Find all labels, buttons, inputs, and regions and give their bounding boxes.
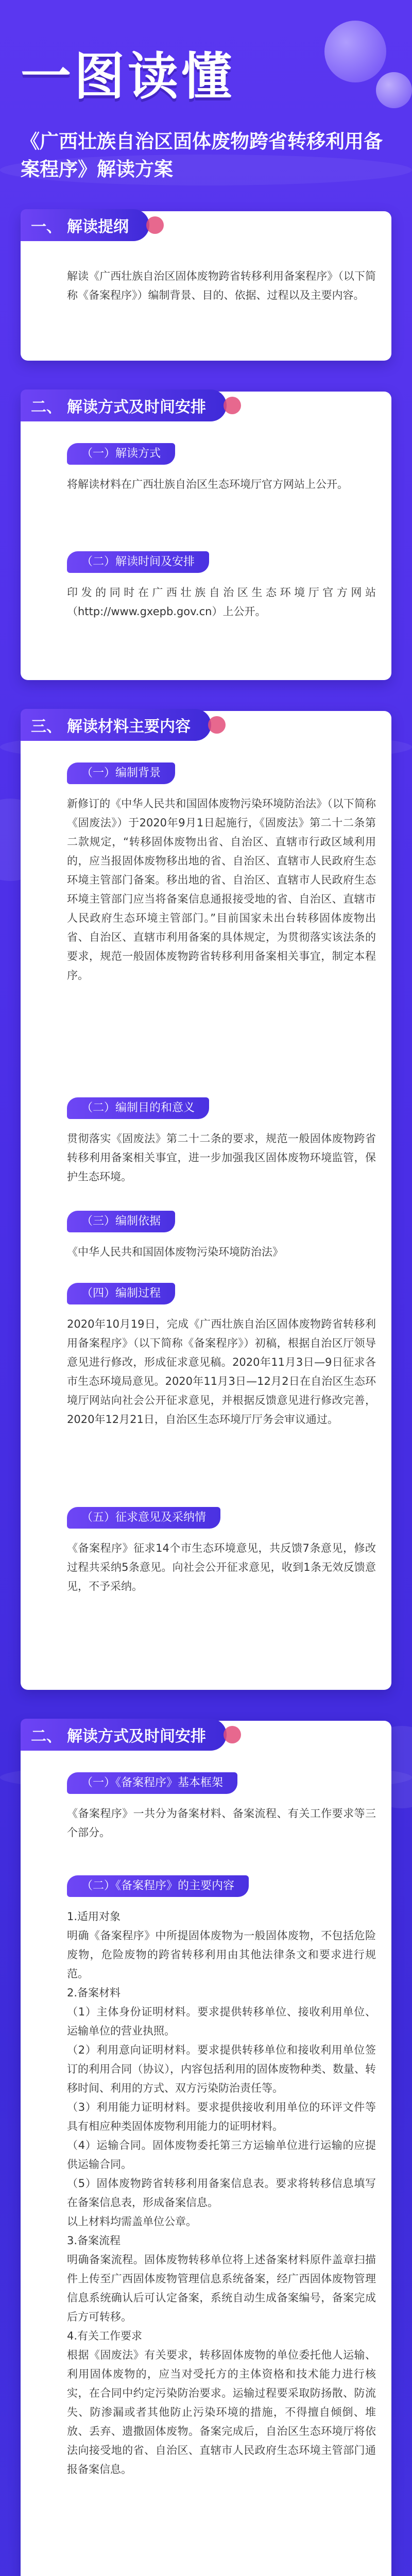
subsection bbox=[67, 443, 376, 494]
subsection bbox=[67, 1211, 376, 1262]
section-number: 一、 bbox=[31, 218, 62, 236]
subsection-text: 2020年10月19日，完成《广西壮族自治区固体废物跨省转移利用备案程序》（以下简称《备案程序》）初稿，根据自治区厅领导意见进行修改，形成征求意见稿。2020年11月3日—9日征求各市生态环境局意见。2020年11月3日—12月2日在自治区生态环境厅网站向社会公开征求意见，并根据反馈意见进行修改完善，2020年12月21日，自治区生态环境厅厅务会审议通过。 bbox=[67, 1318, 376, 1426]
section-number: 二、 bbox=[31, 398, 62, 416]
subsection bbox=[67, 1772, 376, 1842]
decor-dot bbox=[224, 397, 241, 414]
subsection-label: （一）解读方式 bbox=[67, 443, 175, 465]
decor-dot bbox=[146, 216, 164, 234]
subsection-text: 《中华人民共和国固体废物污染环境防治法》 bbox=[67, 1246, 283, 1258]
page-subtitle: 《广西壮族自治区固体废物跨省转移利用备案程序》解读方案 bbox=[21, 130, 383, 180]
subsection bbox=[67, 1097, 376, 1187]
subsection-label: （四）编制过程 bbox=[67, 1283, 175, 1304]
subsection bbox=[67, 762, 376, 985]
subsection-text: 印发的同时在广西壮族自治区生态环境厅官方网站（http://www.gxepb.gov.cn）上公开。 bbox=[67, 586, 376, 618]
subsection-text: 贯彻落实《固废法》第二十二条的要求，规范一般固体废物跨省转移利用备案相关事宜，进一步加强我区固体废物环境监管，保护生态环境。 bbox=[67, 1132, 376, 1183]
subsection-text: 《备案程序》征求14个市生态环境意见，共反馈7条意见，修改过程共采纳5条意见。向社会公开征求意见，收到1条无效反馈意见，不予采纳。 bbox=[67, 1542, 376, 1592]
page-title: 一图读懂 bbox=[21, 47, 235, 106]
section-number: 二、 bbox=[31, 1727, 62, 1745]
section-header bbox=[21, 389, 227, 421]
section-body bbox=[67, 267, 376, 305]
decor-dot bbox=[208, 716, 226, 734]
section-header bbox=[21, 209, 149, 241]
subsection-text: 1.适用对象 明确《备案程序》中所提固体废物为一般固体废物，不包括危险废物，危险废物的跨省转移利用由其他法律条文和要求进行规范。 2.备案材料 （1）主体身份证明材料。要求提供转移单位、接收利用单位、运输单位的营业执照。 （2）利用意向证明材料。要求提供转移单位和接收利用单位签订的利用合同（协议），内容包括利用的固体废物种类、数量、转移时间、利用的方式、双方污染防治责任等。 （3）利用能力证明材料。要求提供接收利用单位的环评文件等具有相应种类固体废物利用能力的证明材料。 （4）运输合同。固体废物委托第三方运输单位进行运输的应提供运输合同。 （5）固体废物跨省转移利用备案信息表。要求将转移信息填写在备案信息表，形成备案信息。 以上材料均需盖单位公章。 3.备案流程 明确备案流程。固体废物转移单位将上述备案材料原件盖章扫描件上传至广西固体废物管理信息系统备案，经广西固体废物管理信息系统确认后可认定备案，系统自动生成备案编号，备案完成后方可转移。 4.有关工作要求 根据《固废法》有关要求，转移固体废物的单位委托他人运输、利用固体废物的，应当对受托方的主体资格和技术能力进行核实，在合同中约定污染防治要求。运输过程要采取防扬散、防流失、防渗漏或者其他防止污染环境的措施，不得擅自倾倒、堆放、丢弃、遗撒固体废物。备案完成后，自治区生态环境厅将依法向接受地的省、自治区、直辖市人民政府生态环境主管部门通报备案信息。 bbox=[67, 1910, 376, 2476]
subsection bbox=[67, 1507, 376, 1596]
section-content bbox=[21, 711, 391, 1690]
subsection-label: （二）《备案程序》的主要内容 bbox=[67, 1875, 249, 1897]
section-outline bbox=[21, 211, 391, 361]
subsection-label: （五）征求意见及采纳情 bbox=[67, 1507, 220, 1529]
decor-dot bbox=[224, 1726, 241, 1743]
section-header bbox=[21, 709, 211, 741]
subsection-label: （二）编制目的和意义 bbox=[67, 1097, 209, 1119]
subsection-text: 新修订的《中华人民共和国固体废物污染环境防治法》（以下简称《固废法》）于2020年9月1日起施行，《固废法》第二十二条第二款规定，“转移固体废物出省、自治区、直辖市行政区域利用的，应当报固体废物移出地的省、自治区、直辖市人民政府生态环境主管部门备案。移出地的省、自治区、直辖市人民政府生态环境主管部门应当将备案信息通报接受地的省、自治区、直辖市人民政府生态环境主管部门。”目前国家未出台转移固体废物出省、自治区、直辖市利用备案的具体规定，为贯彻落实该法条的要求，规范一般固体废物跨省转移利用备案相关事宜，制定本程序。 bbox=[67, 798, 376, 981]
section-title: 解读方式及时间安排 bbox=[67, 398, 206, 416]
subsection-label: （二）解读时间及安排 bbox=[67, 551, 209, 573]
section-method bbox=[21, 392, 391, 680]
subsection-label: （一）《备案程序》基本框架 bbox=[67, 1772, 237, 1794]
subsection-label: （三）编制依据 bbox=[67, 1211, 175, 1232]
section-title: 解读提纲 bbox=[67, 218, 129, 236]
section-main-content bbox=[21, 1721, 391, 2576]
section-header bbox=[21, 1719, 227, 1751]
page-header bbox=[0, 0, 412, 196]
subsection bbox=[67, 1283, 376, 1429]
section-number: 三、 bbox=[31, 718, 62, 736]
section-title: 解读材料主要内容 bbox=[67, 718, 191, 736]
section-title: 解读方式及时间安排 bbox=[67, 1727, 206, 1745]
subsection bbox=[67, 551, 376, 621]
section-text: 解读《广西壮族自治区固体废物跨省转移利用备案程序》（以下简称《备案程序》）编制背景、目的、依据、过程以及主要内容。 bbox=[67, 270, 376, 301]
subsection-label: （一）编制背景 bbox=[67, 762, 175, 784]
subsection-text: 将解读材料在广西壮族自治区生态环境厅官方网站上公开。 bbox=[67, 478, 348, 490]
subsection-text: 《备案程序》一共分为备案材料、备案流程、有关工作要求等三个部分。 bbox=[67, 1807, 376, 1839]
subsection bbox=[67, 1875, 376, 2479]
